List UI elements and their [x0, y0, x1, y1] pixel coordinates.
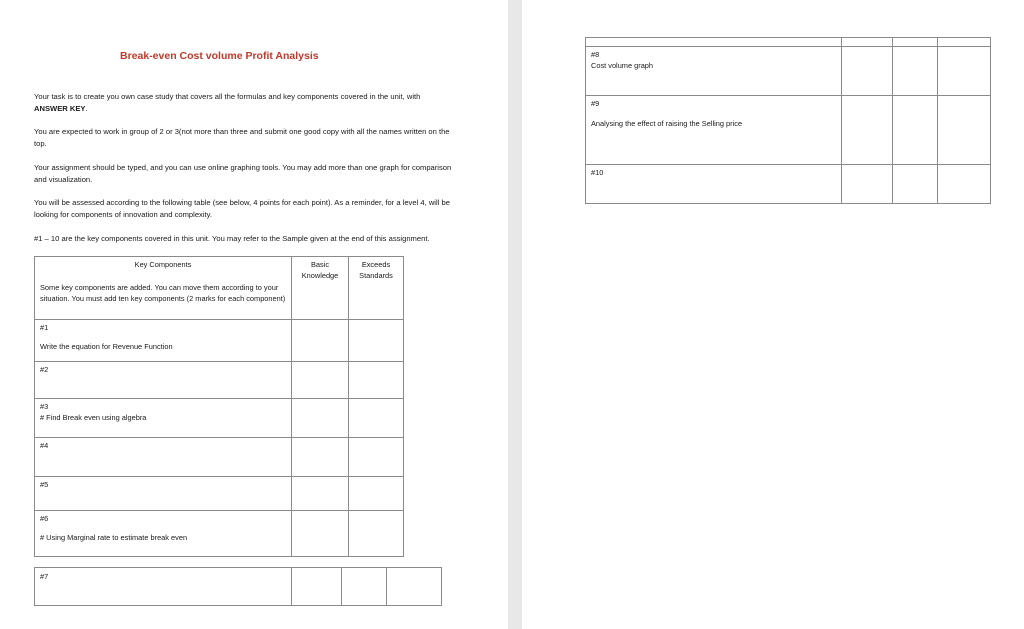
header-exceeds-standards: Exceeds Standards — [349, 257, 404, 320]
rubric-key-cell — [35, 257, 292, 320]
score-cell[interactable] — [893, 165, 938, 204]
score-cell[interactable] — [387, 568, 442, 606]
score-cell[interactable] — [938, 96, 991, 165]
page-gutter — [508, 0, 522, 629]
table-row — [35, 477, 404, 511]
row-number: #2 — [40, 365, 49, 374]
header-basic-knowledge: Basic Knowledge — [292, 257, 349, 320]
score-cell[interactable] — [842, 47, 893, 96]
rubric-table-last-row — [34, 567, 442, 606]
table-row — [586, 165, 991, 204]
paragraph-group: You are expected to work in group of 2 or 3(not more than three and submit one good copy with all the names written on the top. — [34, 127, 450, 148]
row-text: Cost volume graph — [591, 61, 654, 70]
table-row — [35, 320, 404, 362]
row-number: #9 — [591, 99, 600, 108]
paragraph-typed: Your assignment should be typed, and you can use online graphing tools. You may add more than one graph for comparison and visualization. — [34, 163, 452, 184]
rubric-table — [34, 256, 404, 557]
score-cell[interactable] — [349, 362, 404, 399]
table-row — [35, 399, 404, 438]
score-cell[interactable] — [893, 96, 938, 165]
score-cell[interactable] — [292, 511, 349, 557]
score-cell[interactable] — [292, 399, 349, 438]
rubric-table-continued — [585, 37, 991, 204]
row-number: #6 — [40, 514, 49, 523]
table-row — [586, 38, 991, 47]
score-cell[interactable] — [292, 362, 349, 399]
table-row — [586, 47, 991, 96]
paragraph-task: Your task is to create you own case study that covers all the formulas and key components covered in the unit, with ANSWER KEY. — [34, 92, 421, 113]
table-row — [35, 362, 404, 399]
row-text: Write the equation for Revenue Function — [40, 342, 173, 351]
row-text: # Using Marginal rate to estimate break even — [40, 533, 188, 542]
score-cell[interactable] — [292, 320, 349, 362]
row-number: #7 — [40, 572, 49, 581]
score-cell[interactable] — [349, 477, 404, 511]
answer-key-emphasis: ANSWER KEY — [34, 104, 86, 113]
score-cell[interactable] — [349, 438, 404, 477]
paragraph-assessment: You will be assessed according to the following table (see below, 4 points for each point). As a reminder, for a level 4, will be looking for components of innovation and complexity. — [34, 198, 450, 219]
header-key-components: Key Components — [134, 260, 192, 269]
row-text: # Find Break even using algebra — [40, 413, 147, 422]
row-number: #8 — [591, 50, 600, 59]
paragraph-components: #1 – 10 are the key components covered in this unit. You may refer to the Sample given at the end of this assignment. — [34, 234, 430, 243]
table-row — [586, 96, 991, 165]
row-number: #3 — [40, 402, 49, 411]
row-number: #1 — [40, 323, 49, 332]
row-text: Analysing the effect of raising the Selling price — [591, 119, 743, 128]
row-number: #5 — [40, 480, 49, 489]
document-page-left — [0, 0, 508, 629]
score-cell[interactable] — [842, 96, 893, 165]
score-cell[interactable] — [349, 399, 404, 438]
score-cell[interactable] — [349, 320, 404, 362]
score-cell[interactable] — [292, 438, 349, 477]
rubric-header-row — [35, 257, 404, 320]
table-row — [35, 438, 404, 477]
score-cell[interactable] — [938, 47, 991, 96]
score-cell[interactable] — [292, 568, 342, 606]
score-cell[interactable] — [349, 511, 404, 557]
score-cell[interactable] — [893, 47, 938, 96]
row-number: #4 — [40, 441, 49, 450]
score-cell[interactable] — [938, 165, 991, 204]
document-title: Break-even Cost volume Profit Analysis — [120, 50, 319, 62]
row-number: #10 — [591, 168, 604, 177]
rubric-intro: Some key components are added. You can move them according to your situation. You must add ten key components (2 marks for each component) — [40, 283, 286, 303]
score-cell[interactable] — [842, 165, 893, 204]
score-cell[interactable] — [292, 477, 349, 511]
score-cell[interactable] — [342, 568, 387, 606]
table-row — [35, 568, 442, 606]
table-row — [35, 511, 404, 557]
